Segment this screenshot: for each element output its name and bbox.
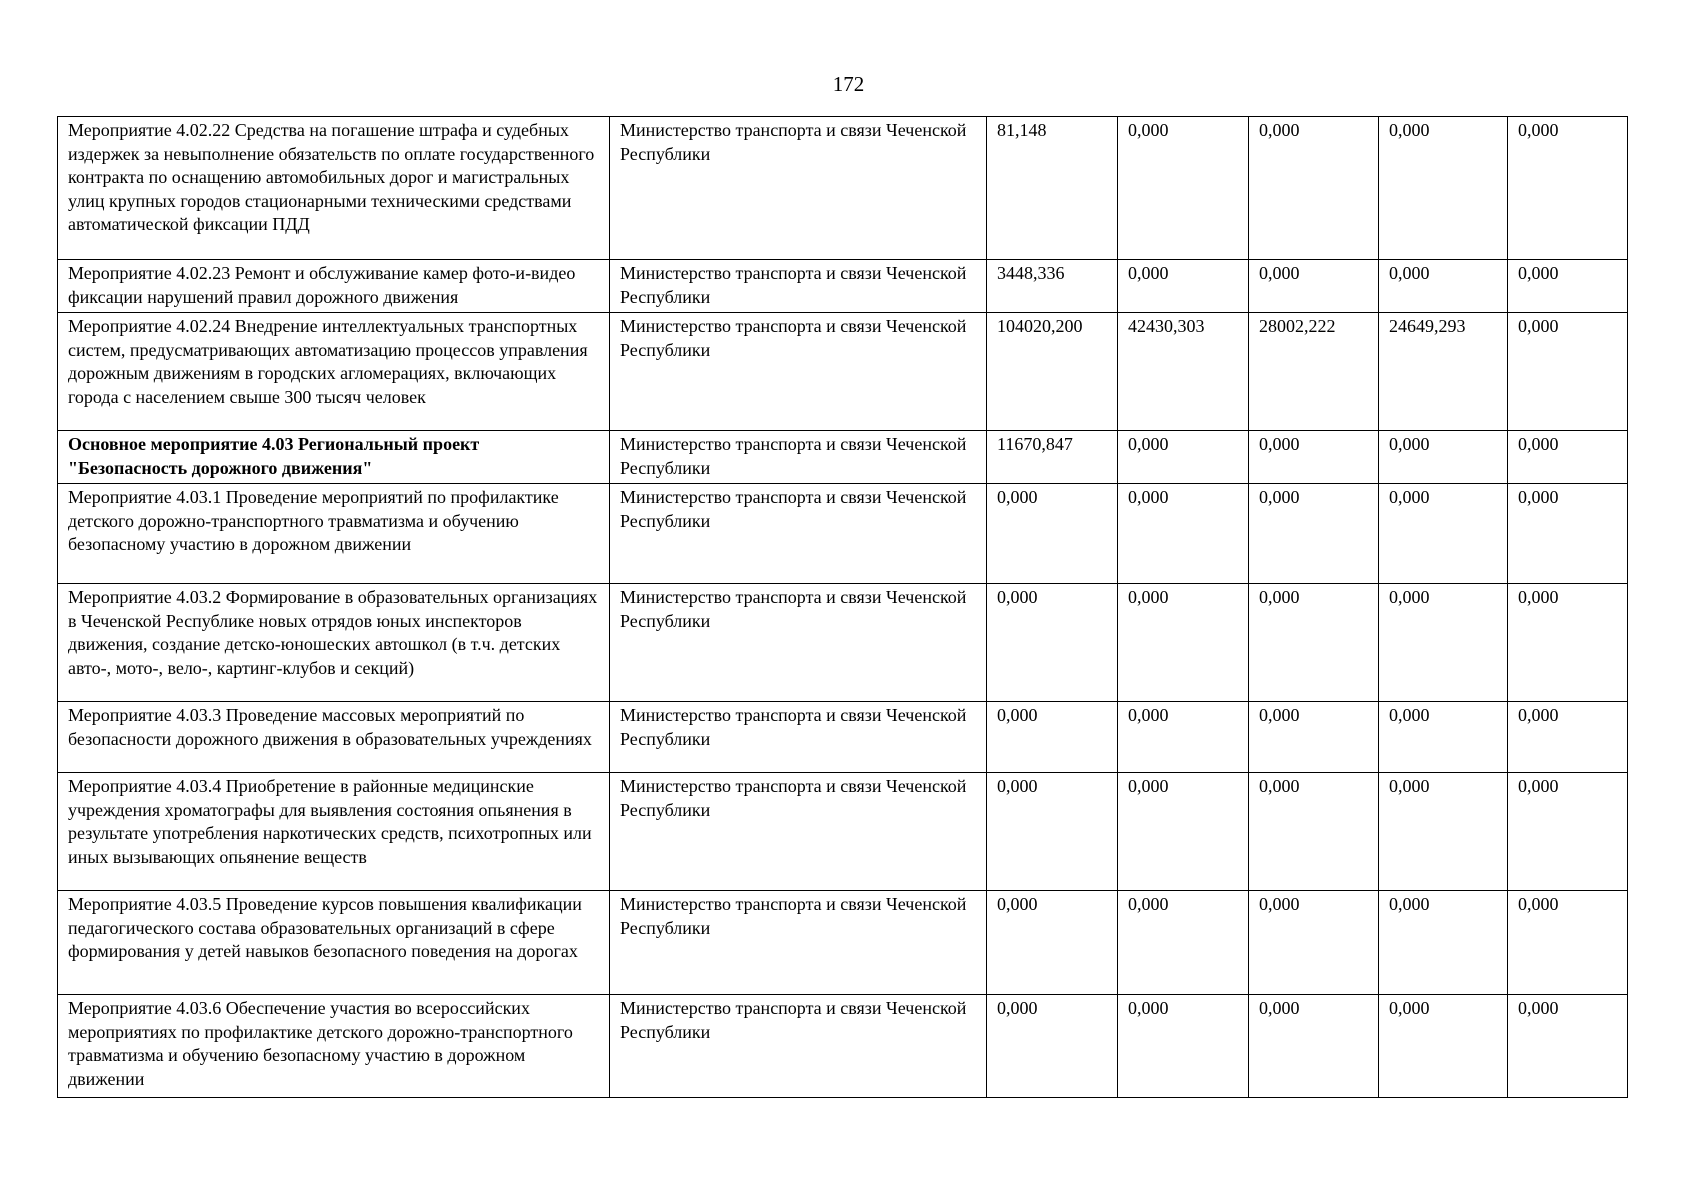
- value-cell: 0,000: [1118, 431, 1249, 484]
- value-cell: 0,000: [1379, 891, 1508, 995]
- value-cell: 0,000: [987, 584, 1118, 702]
- value-cell: 0,000: [1508, 484, 1628, 584]
- value-cell: 0,000: [1379, 260, 1508, 313]
- table-row: [58, 995, 1628, 1098]
- executor-cell: Министерство транспорта и связи Чеченской Республики: [610, 484, 987, 584]
- value-cell: 42430,303: [1118, 313, 1249, 431]
- value-cell: 0,000: [987, 702, 1118, 773]
- value-cell: 0,000: [987, 773, 1118, 891]
- activity-cell: Мероприятие 4.02.24 Внедрение интеллектуальных транспортных систем, предусматривающих автоматизацию процессов управления дорожным движениям в городских агломерациях, включающих города с населением свыше 300 тысяч человек: [58, 313, 610, 431]
- value-cell: 0,000: [1249, 260, 1379, 313]
- table-row: [58, 431, 1628, 484]
- value-cell: 0,000: [1118, 484, 1249, 584]
- value-cell: 0,000: [1508, 702, 1628, 773]
- executor-cell: Министерство транспорта и связи Чеченской Республики: [610, 260, 987, 313]
- value-cell: 104020,200: [987, 313, 1118, 431]
- value-cell: 0,000: [1118, 995, 1249, 1098]
- table-row: [58, 313, 1628, 431]
- value-cell: 0,000: [1508, 995, 1628, 1098]
- table-row: [58, 584, 1628, 702]
- value-cell: 0,000: [1379, 117, 1508, 260]
- executor-cell: Министерство транспорта и связи Чеченской Республики: [610, 313, 987, 431]
- value-cell: 0,000: [1118, 702, 1249, 773]
- value-cell: 0,000: [987, 484, 1118, 584]
- value-cell: 0,000: [1379, 702, 1508, 773]
- value-cell: 24649,293: [1379, 313, 1508, 431]
- value-cell: 0,000: [1118, 260, 1249, 313]
- activity-cell: Мероприятие 4.03.4 Приобретение в районные медицинские учреждения хроматографы для выявления состояния опьянения в результате употребления наркотических средств, психотропных или иных вызывающих опьянение веществ: [58, 773, 610, 891]
- value-cell: 0,000: [1508, 773, 1628, 891]
- activity-cell: Мероприятие 4.03.2 Формирование в образовательных организациях в Чеченской Республике новых отрядов юных инспекторов движения, создание детско-юношеских автошкол (в т.ч. детских авто-, мото-, вело-, картинг-клубов и секций): [58, 584, 610, 702]
- value-cell: 11670,847: [987, 431, 1118, 484]
- value-cell: 0,000: [1249, 773, 1379, 891]
- table-row: [58, 891, 1628, 995]
- value-cell: 0,000: [1508, 891, 1628, 995]
- value-cell: 0,000: [1249, 891, 1379, 995]
- value-cell: 0,000: [1249, 702, 1379, 773]
- value-cell: 3448,336: [987, 260, 1118, 313]
- activity-cell: Мероприятие 4.02.22 Средства на погашение штрафа и судебных издержек за невыполнение обязательств по оплате государственного контракта по оснащению автомобильных дорог и магистральных улиц крупных городов стационарными техническими средствами автоматической фиксации ПДД: [58, 117, 610, 260]
- activity-cell: Мероприятие 4.02.23 Ремонт и обслуживание камер фото-и-видео фиксации нарушений правил дорожного движения: [58, 260, 610, 313]
- value-cell: 0,000: [1249, 117, 1379, 260]
- value-cell: 0,000: [1118, 117, 1249, 260]
- value-cell: 0,000: [1379, 431, 1508, 484]
- program-funding-table: [57, 116, 1628, 1098]
- value-cell: 0,000: [1379, 995, 1508, 1098]
- value-cell: 81,148: [987, 117, 1118, 260]
- value-cell: 0,000: [1508, 431, 1628, 484]
- table-row: [58, 484, 1628, 584]
- value-cell: 0,000: [1508, 584, 1628, 702]
- executor-cell: Министерство транспорта и связи Чеченской Республики: [610, 584, 987, 702]
- value-cell: 0,000: [1379, 484, 1508, 584]
- activity-cell: Мероприятие 4.03.5 Проведение курсов повышения квалификации педагогического состава образовательных организаций в сфере формирования у детей навыков безопасного поведения на дорогах: [58, 891, 610, 995]
- value-cell: 0,000: [1249, 995, 1379, 1098]
- value-cell: 0,000: [1508, 313, 1628, 431]
- activity-cell: Мероприятие 4.03.6 Обеспечение участия во всероссийских мероприятиях по профилактике детского дорожно-транспортного травматизма и обучению безопасному участию в дорожном движении: [58, 995, 610, 1098]
- executor-cell: Министерство транспорта и связи Чеченской Республики: [610, 773, 987, 891]
- value-cell: 0,000: [1508, 260, 1628, 313]
- executor-cell: Министерство транспорта и связи Чеченской Республики: [610, 995, 987, 1098]
- table-row: [58, 702, 1628, 773]
- value-cell: 0,000: [987, 891, 1118, 995]
- value-cell: 0,000: [987, 995, 1118, 1098]
- value-cell: 0,000: [1118, 584, 1249, 702]
- activity-cell: Мероприятие 4.03.1 Проведение мероприятий по профилактике детского дорожно-транспортного травматизма и обучению безопасному участию в дорожном движении: [58, 484, 610, 584]
- value-cell: 0,000: [1118, 891, 1249, 995]
- page-number: 172: [832, 72, 865, 96]
- executor-cell: Министерство транспорта и связи Чеченской Республики: [610, 431, 987, 484]
- executor-cell: Министерство транспорта и связи Чеченской Республики: [610, 117, 987, 260]
- executor-cell: Министерство транспорта и связи Чеченской Республики: [610, 702, 987, 773]
- value-cell: 0,000: [1249, 431, 1379, 484]
- table-row: [58, 260, 1628, 313]
- value-cell: 0,000: [1118, 773, 1249, 891]
- activity-cell: Мероприятие 4.03.3 Проведение массовых мероприятий по безопасности дорожного движения в образовательных учреждениях: [58, 702, 610, 773]
- value-cell: 28002,222: [1249, 313, 1379, 431]
- value-cell: 0,000: [1379, 584, 1508, 702]
- value-cell: 0,000: [1249, 484, 1379, 584]
- main-activity-cell: Основное мероприятие 4.03 Региональный проект "Безопасность дорожного движения": [58, 431, 610, 484]
- table-row: [58, 117, 1628, 260]
- executor-cell: Министерство транспорта и связи Чеченской Республики: [610, 891, 987, 995]
- value-cell: 0,000: [1508, 117, 1628, 260]
- value-cell: 0,000: [1249, 584, 1379, 702]
- value-cell: 0,000: [1379, 773, 1508, 891]
- table-row: [58, 773, 1628, 891]
